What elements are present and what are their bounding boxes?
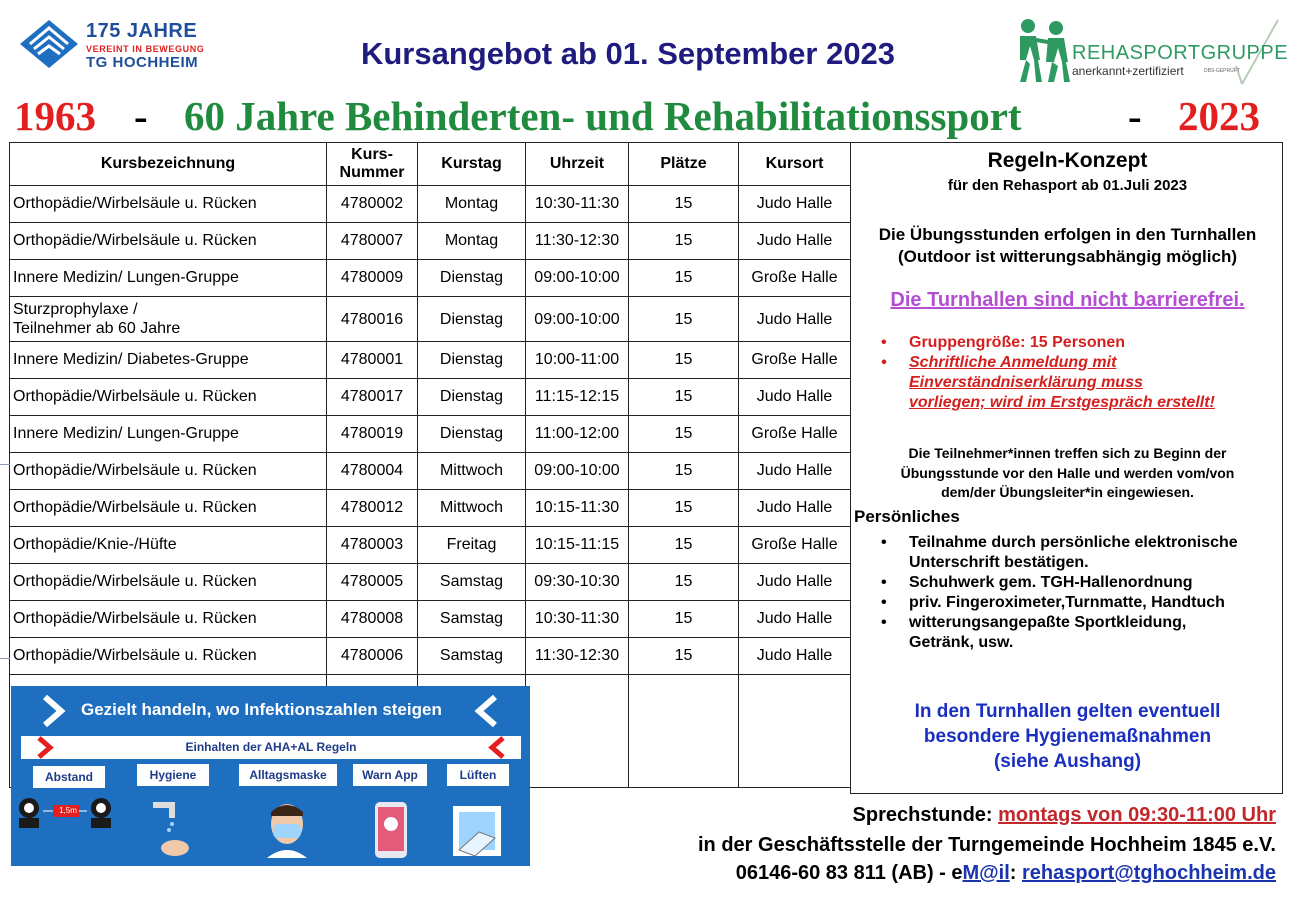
office-hours-line (853, 804, 1276, 827)
table-row (10, 379, 851, 416)
course-number: 4780006 (327, 638, 418, 675)
rules-hygiene-line2: besondere Hygienemaßnahmen (923, 726, 1212, 747)
table-row (10, 527, 851, 564)
rules-meet-line3: dem/der Übungsleiter*in eingewiesen. (941, 484, 1194, 500)
course-places: 15 (629, 260, 739, 297)
chevron-left-icon (473, 694, 499, 728)
course-places: 15 (629, 601, 739, 638)
table-row (10, 342, 851, 379)
course-number: 4780008 (327, 601, 418, 638)
rehasport-logo-dbs: DBS-GEPRÜFT (1204, 68, 1240, 74)
course-places: 15 (629, 416, 739, 453)
course-places: 15 (629, 297, 739, 342)
course-places: 15 (629, 564, 739, 601)
course-day: Samstag (418, 601, 526, 638)
course-places: 15 (629, 453, 739, 490)
table-row (10, 260, 851, 297)
office-hours-link[interactable]: montags von 09:30-11:00 Uhr (998, 804, 1276, 826)
course-time: 09:00-10:00 (526, 453, 629, 490)
dash-right: - (1128, 93, 1142, 139)
course-places: 15 (629, 379, 739, 416)
course-number: 4780009 (327, 260, 418, 297)
rules-personal-item (851, 533, 1284, 573)
rules-halls-line2: (Outdoor ist witterungsabhängig möglich) (897, 247, 1238, 266)
ventilate-window-icon (449, 802, 505, 860)
table-header-row (10, 143, 851, 186)
course-time: 10:30-11:30 (526, 186, 629, 223)
mail-label-link[interactable]: M@il (962, 862, 1010, 884)
course-number: 4780016 (327, 297, 418, 342)
aha-bar (21, 736, 521, 759)
course-places: 15 (629, 342, 739, 379)
email-link[interactable]: rehasport@tghochheim.de (1022, 862, 1276, 884)
rehasport-logo-sub: anerkannt+zertifiziert (1072, 64, 1184, 78)
empty-cell (526, 675, 629, 788)
course-name: Orthopädie/Wirbelsäule u. Rücken (10, 601, 327, 638)
chip-warn-app: Warn App (353, 764, 427, 786)
rules-personal-list (851, 533, 1284, 653)
course-number: 4780005 (327, 564, 418, 601)
course-day: Dienstag (418, 297, 526, 342)
course-location: Judo Halle (739, 490, 851, 527)
rules-personal-4a: • witterungsangepaßte Sportkleidung, (909, 614, 1187, 631)
course-location: Judo Halle (739, 379, 851, 416)
rules-title: Regeln-Konzept (987, 149, 1148, 172)
rules-hygiene-line1: In den Turnhallen gelten eventuell (914, 701, 1221, 722)
rules-personal-1a: • Teilnahme durch persönliche elektronische (909, 534, 1238, 551)
course-day: Montag (418, 223, 526, 260)
course-location: Judo Halle (739, 564, 851, 601)
table-row (10, 297, 851, 342)
table-row (10, 638, 851, 675)
header-location: Kursort (739, 143, 851, 186)
distance-label: 1,5m (59, 806, 77, 815)
course-location: Judo Halle (739, 638, 851, 675)
course-time: 10:15-11:15 (526, 527, 629, 564)
course-time: 09:30-10:30 (526, 564, 629, 601)
course-places: 15 (629, 186, 739, 223)
table-row (10, 564, 851, 601)
course-location: Judo Halle (739, 453, 851, 490)
course-time: 11:15-12:15 (526, 379, 629, 416)
chip-alltagsmaske: Alltagsmaske (239, 764, 337, 786)
course-day: Dienstag (418, 260, 526, 297)
table-row (10, 490, 851, 527)
year-start: 1963 (14, 93, 96, 139)
course-day: Mittwoch (418, 490, 526, 527)
margin-tick (0, 658, 10, 659)
course-places: 15 (629, 527, 739, 564)
course-number: 4780007 (327, 223, 418, 260)
course-name: Orthopädie/Wirbelsäule u. Rücken (10, 379, 327, 416)
rules-registration-2: Einverständniserklärung muss (909, 374, 1143, 391)
course-name: Orthopädie/Wirbelsäule u. Rücken (10, 638, 327, 675)
rules-halls-line1: Die Übungsstunden erfolgen in den Turnhallen (878, 225, 1257, 244)
course-number: 4780002 (327, 186, 418, 223)
year-end: 2023 (1178, 93, 1260, 139)
face-mask-icon (257, 798, 317, 862)
rules-registration-1: • Schriftliche Anmeldung mit (851, 353, 1284, 373)
rules-personal-1b: Unterschrift bestätigen. (909, 554, 1089, 571)
course-time: 11:00-12:00 (526, 416, 629, 453)
course-name: Orthopädie/Wirbelsäule u. Rücken (10, 223, 327, 260)
rules-personal-title: Persönliches (854, 507, 960, 526)
dash-left: - (134, 93, 148, 139)
empty-cell (629, 675, 739, 788)
empty-cell (739, 675, 851, 788)
rules-meet-line2: Übungsstunde vor den Halle und werden vom/von (900, 465, 1235, 481)
rules-group-size: • Gruppengröße: 15 Personen (851, 333, 1284, 353)
course-location: Große Halle (739, 527, 851, 564)
course-name-line2: Teilnehmer ab 60 Jahre (13, 320, 181, 337)
rules-barrier-notice: Die Turnhallen sind nicht barrierefrei. (890, 289, 1245, 311)
rules-registration-3: vorliegen; wird im Erstgespräch erstellt! (909, 394, 1215, 411)
rehasport-logo (1006, 16, 1289, 86)
course-time: 10:30-11:30 (526, 601, 629, 638)
rules-personal-4b: Getränk, usw. (909, 634, 1014, 651)
office-hours-label: Sprechstunde: (852, 804, 999, 826)
course-location: Judo Halle (739, 601, 851, 638)
course-time: 09:00-10:00 (526, 297, 629, 342)
header-places: Plätze (629, 143, 739, 186)
course-name-line1: Sturzprophylaxe / (13, 301, 138, 318)
course-number: 4780001 (327, 342, 418, 379)
course-day: Samstag (418, 564, 526, 601)
tgh-logo-jahre: 175 JAHRE (86, 20, 198, 42)
anniversary-text: 60 Jahre Behinderten- und Rehabilitationssport (184, 93, 1022, 139)
course-day: Freitag (418, 527, 526, 564)
chip-hygiene: Hygiene (137, 764, 209, 786)
phone-number: 06146-60 83 811 (AB) - e (735, 862, 963, 884)
course-location: Judo Halle (739, 297, 851, 342)
course-day: Dienstag (418, 379, 526, 416)
course-places: 15 (629, 223, 739, 260)
course-name: Orthopädie/Wirbelsäule u. Rücken (10, 490, 327, 527)
table-row (10, 601, 851, 638)
header-name: Kursbezeichnung (10, 143, 327, 186)
course-name: Innere Medizin/ Lungen-Gruppe (10, 260, 327, 297)
aha-rules-text: Einhalten der AHA+AL Regeln (185, 740, 357, 754)
course-number: 4780004 (327, 453, 418, 490)
course-name: Orthopädie/Wirbelsäule u. Rücken (10, 453, 327, 490)
rules-personal-item (851, 613, 1284, 653)
rules-personal-item: • priv. Fingeroximeter,Turnmatte, Handtuch (851, 593, 1284, 613)
warn-app-phone-icon (371, 800, 411, 860)
course-day: Montag (418, 186, 526, 223)
chip-abstand: Abstand (33, 766, 105, 788)
header-number: Kurs-Nummer (327, 143, 418, 186)
header-time: Uhrzeit (526, 143, 629, 186)
course-time: 09:00-10:00 (526, 260, 629, 297)
course-time: 10:00-11:00 (526, 342, 629, 379)
course-name: Orthopädie/Knie-/Hüfte (10, 527, 327, 564)
course-places: 15 (629, 490, 739, 527)
office-location: in der Geschäftsstelle der Turngemeinde Hochheim 1845 e.V. (698, 834, 1276, 856)
course-day: Dienstag (418, 342, 526, 379)
course-location: Judo Halle (739, 186, 851, 223)
contact-line (736, 862, 1276, 885)
course-name: Orthopädie/Wirbelsäule u. Rücken (10, 186, 327, 223)
covid-banner (11, 686, 530, 866)
header-day: Kurstag (418, 143, 526, 186)
rehasport-logo-name: REHASPORTGRUPPE (1072, 42, 1289, 64)
course-name (10, 297, 327, 342)
course-name: Innere Medizin/ Diabetes-Gruppe (10, 342, 327, 379)
course-location: Judo Halle (739, 223, 851, 260)
course-time: 10:15-11:30 (526, 490, 629, 527)
course-day: Samstag (418, 638, 526, 675)
course-time: 11:30-12:30 (526, 638, 629, 675)
table-row (10, 416, 851, 453)
course-location: Große Halle (739, 342, 851, 379)
course-time: 11:30-12:30 (526, 223, 629, 260)
rules-meet-line1: Die Teilnehmer*innen treffen sich zu Beginn der (908, 445, 1227, 461)
chip-lueften: Lüften (447, 764, 509, 786)
table-row (10, 453, 851, 490)
mail-colon: : (1009, 862, 1023, 884)
margin-tick (0, 464, 10, 465)
course-location: Große Halle (739, 416, 851, 453)
rules-personal-item: • Schuhwerk gem. TGH-Hallenordnung (851, 573, 1284, 593)
banner-title: Gezielt handeln, wo Infektionszahlen steigen (81, 700, 442, 719)
rules-panel (850, 142, 1283, 794)
rules-requirements-list (851, 333, 1284, 413)
table-row (10, 186, 851, 223)
course-location: Große Halle (739, 260, 851, 297)
rules-subtitle: für den Rehasport ab 01.Juli 2023 (947, 177, 1188, 194)
rules-hygiene-line3: (siehe Aushang) (993, 751, 1142, 772)
course-places: 15 (629, 638, 739, 675)
course-name: Orthopädie/Wirbelsäule u. Rücken (10, 564, 327, 601)
course-name: Innere Medizin/ Lungen-Gruppe (10, 416, 327, 453)
course-day: Dienstag (418, 416, 526, 453)
course-day: Mittwoch (418, 453, 526, 490)
table-row (10, 223, 851, 260)
tgh-logo-tagline: VEREINT IN BEWEGUNG (86, 44, 205, 54)
course-number: 4780012 (327, 490, 418, 527)
page-title: Kursangebot ab 01. September 2023 (360, 36, 896, 71)
course-number: 4780017 (327, 379, 418, 416)
chevron-left-red-icon (487, 736, 507, 759)
course-number: 4780019 (327, 416, 418, 453)
handwash-icon (147, 798, 197, 858)
chevron-right-icon (41, 694, 67, 728)
course-number: 4780003 (327, 527, 418, 564)
tgh-logo-club: TG HOCHHEIM (86, 54, 199, 71)
anniversary-banner (0, 92, 1298, 142)
